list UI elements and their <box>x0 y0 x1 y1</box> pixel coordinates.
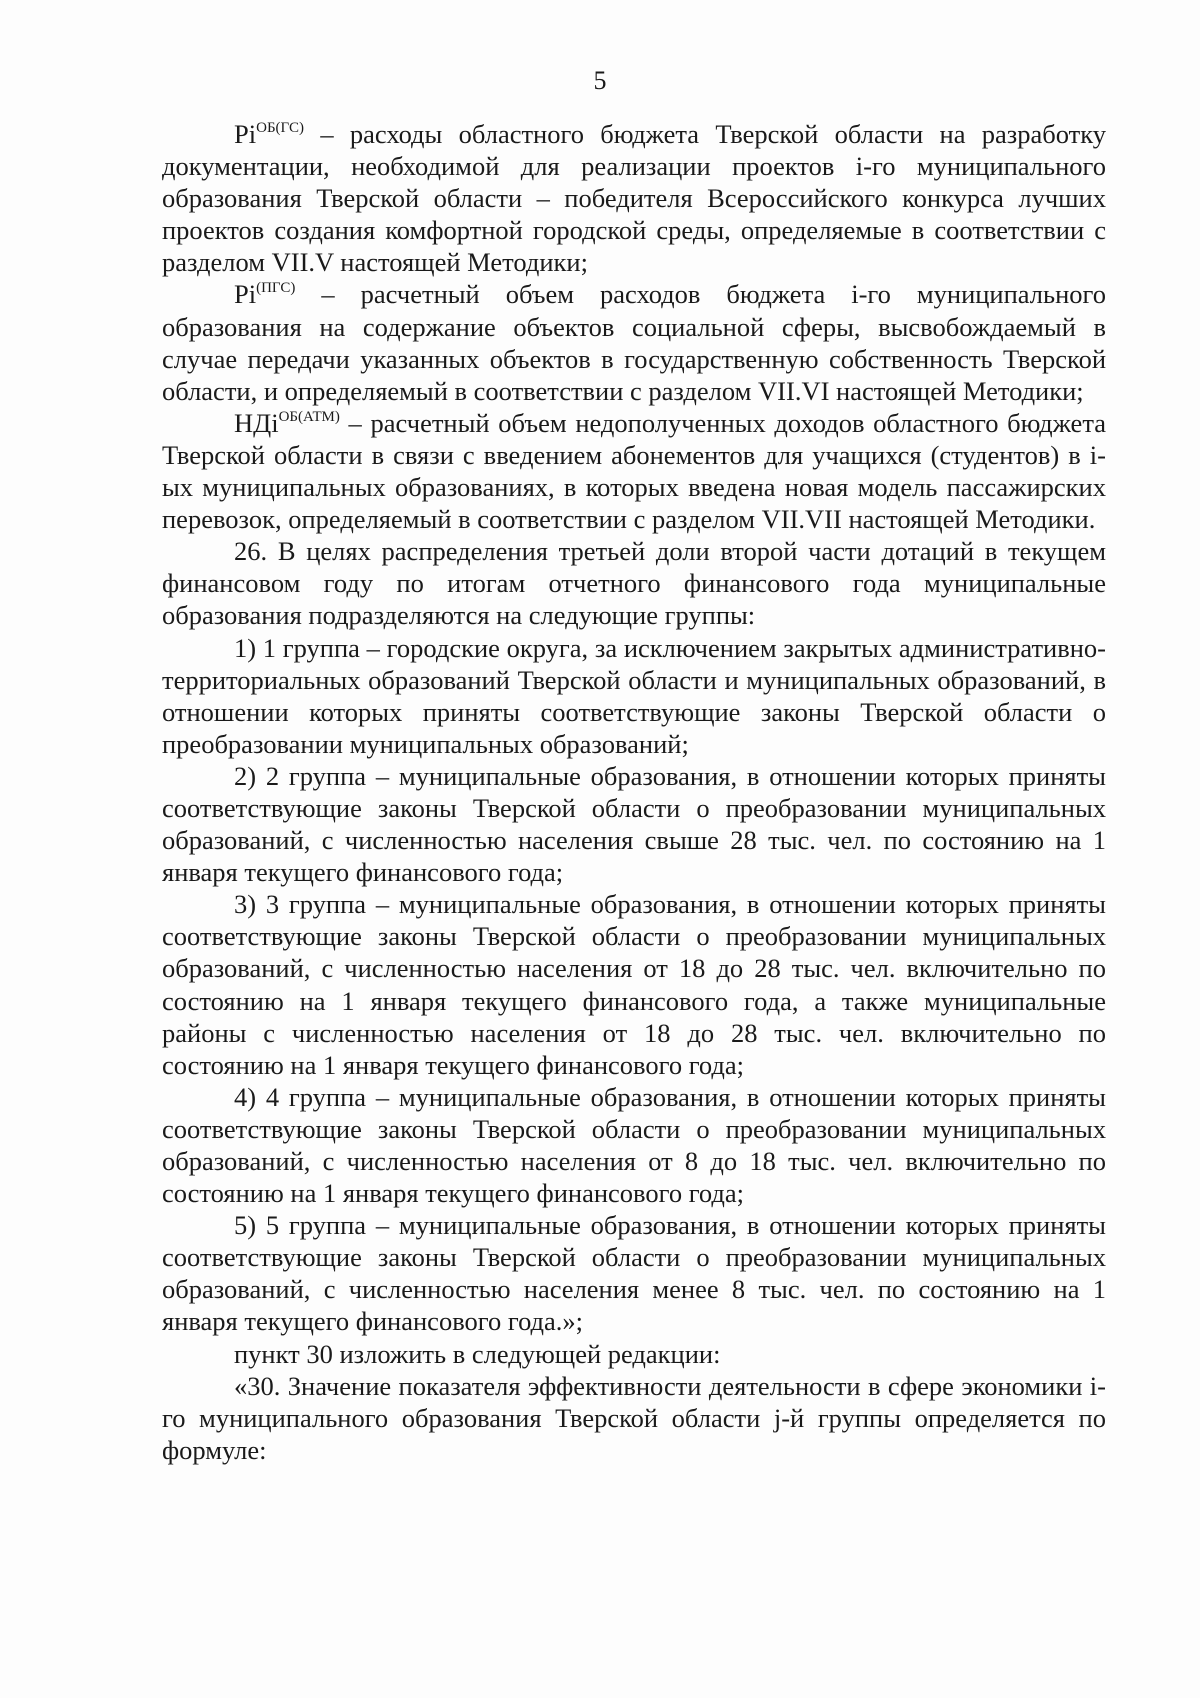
page-number: 5 <box>593 66 607 95</box>
symbol-base: НДi <box>234 407 279 438</box>
symbol-superscript: (ПГС) <box>256 280 296 297</box>
symbol-superscript: ОБ(АТМ) <box>278 408 340 425</box>
paragraph-item-30: «30. Значение показателя эффективности деятельности в сфере экономики i-го муниципального образования Тверской области j-й группы определяется по формуле: <box>162 1370 1106 1465</box>
paragraph-ndi-ob-atm <box>162 407 1106 535</box>
formula-symbol <box>234 408 340 438</box>
paragraph-pi-pgs <box>162 278 1106 406</box>
symbol-base: Pi <box>234 119 257 149</box>
document-body <box>162 118 1106 1466</box>
paragraph-group-3: 3) 3 группа – муниципальные образования, в отношении которых приняты соответствующие законы Тверской области о преобразовании муниципальных образований, с численностью населения от 18 до 28 тыс. чел. включительно по состоянию на 1 января текущего финансового года, а также муниципальные районы с численностью населения от 18 до 28 тыс. чел. включительно по состоянию на 1 января текущего финансового года; <box>162 889 1106 1080</box>
paragraph-group-1: 1) 1 группа – городские округа, за исключением закрытых административно-территориальных образований Тверской области и муниципальных образований, в отношении которых приняты соответствующие законы Тверской области о преобразовании муниципальных образований; <box>162 632 1106 759</box>
paragraph-amendment-intro: пункт 30 изложить в следующей редакции: <box>234 1338 721 1369</box>
paragraph-item-26: 26. В целях распределения третьей доли второй части дотаций в текущем финансовом году по итогам отчетного финансового года муниципальные образования подразделяются на следующие группы: <box>162 536 1106 631</box>
symbol-superscript: ОБ(ГС) <box>256 120 305 136</box>
symbol-base: Pi <box>234 279 257 310</box>
paragraph-pi-ob-gs <box>162 118 1106 278</box>
paragraph-text: – расчетный объем недополученных доходов областного бюджета Тверской области в связи с введением абонементов для учащихся (студентов) в i-ых муниципальных образованиях, в которых введена новая модель пассажирских перевозок, определяемый в соответствии с разделом VII.VII настоящей Методики. <box>162 407 1106 535</box>
formula-symbol <box>234 279 295 309</box>
paragraph-text: – расчетный объем расходов бюджета i-го муниципального образования на содержание объектов социальной сферы, высвобождаемый в случае передачи указанных объектов в государственную собственность Тверской области, и определяемый в соответствии с разделом VII.VI настоящей Методики; <box>162 279 1106 406</box>
paragraph-group-5: 5) 5 группа – муниципальные образования, в отношении которых приняты соответствующие законы Тверской области о преобразовании муниципальных образований, с численностью населения менее 8 тыс. чел. по состоянию на 1 января текущего финансового года.»; <box>162 1210 1106 1337</box>
paragraph-group-2: 2) 2 группа – муниципальные образования, в отношении которых приняты соответствующие законы Тверской области о преобразовании муниципальных образований, с численностью населения свыше 28 тыс. чел. по состоянию на 1 января текущего финансового года; <box>162 760 1106 888</box>
paragraph-group-4: 4) 4 группа – муниципальные образования, в отношении которых приняты соответствующие законы Тверской области о преобразовании муниципальных образований, с численностью населения от 8 до 18 тыс. чел. включительно по состоянию на 1 января текущего финансового года; <box>162 1081 1106 1209</box>
paragraph-text: – расходы областного бюджета Тверской области на разработку документации, необходимой для реализации проектов i-го муниципального образования Тверской области – победителя Всероссийского конкурса лучших проектов создания комфортной городской среды, определяемые в соответствии с разделом VII.V настоящей Методики; <box>162 119 1106 278</box>
formula-symbol <box>234 119 304 149</box>
